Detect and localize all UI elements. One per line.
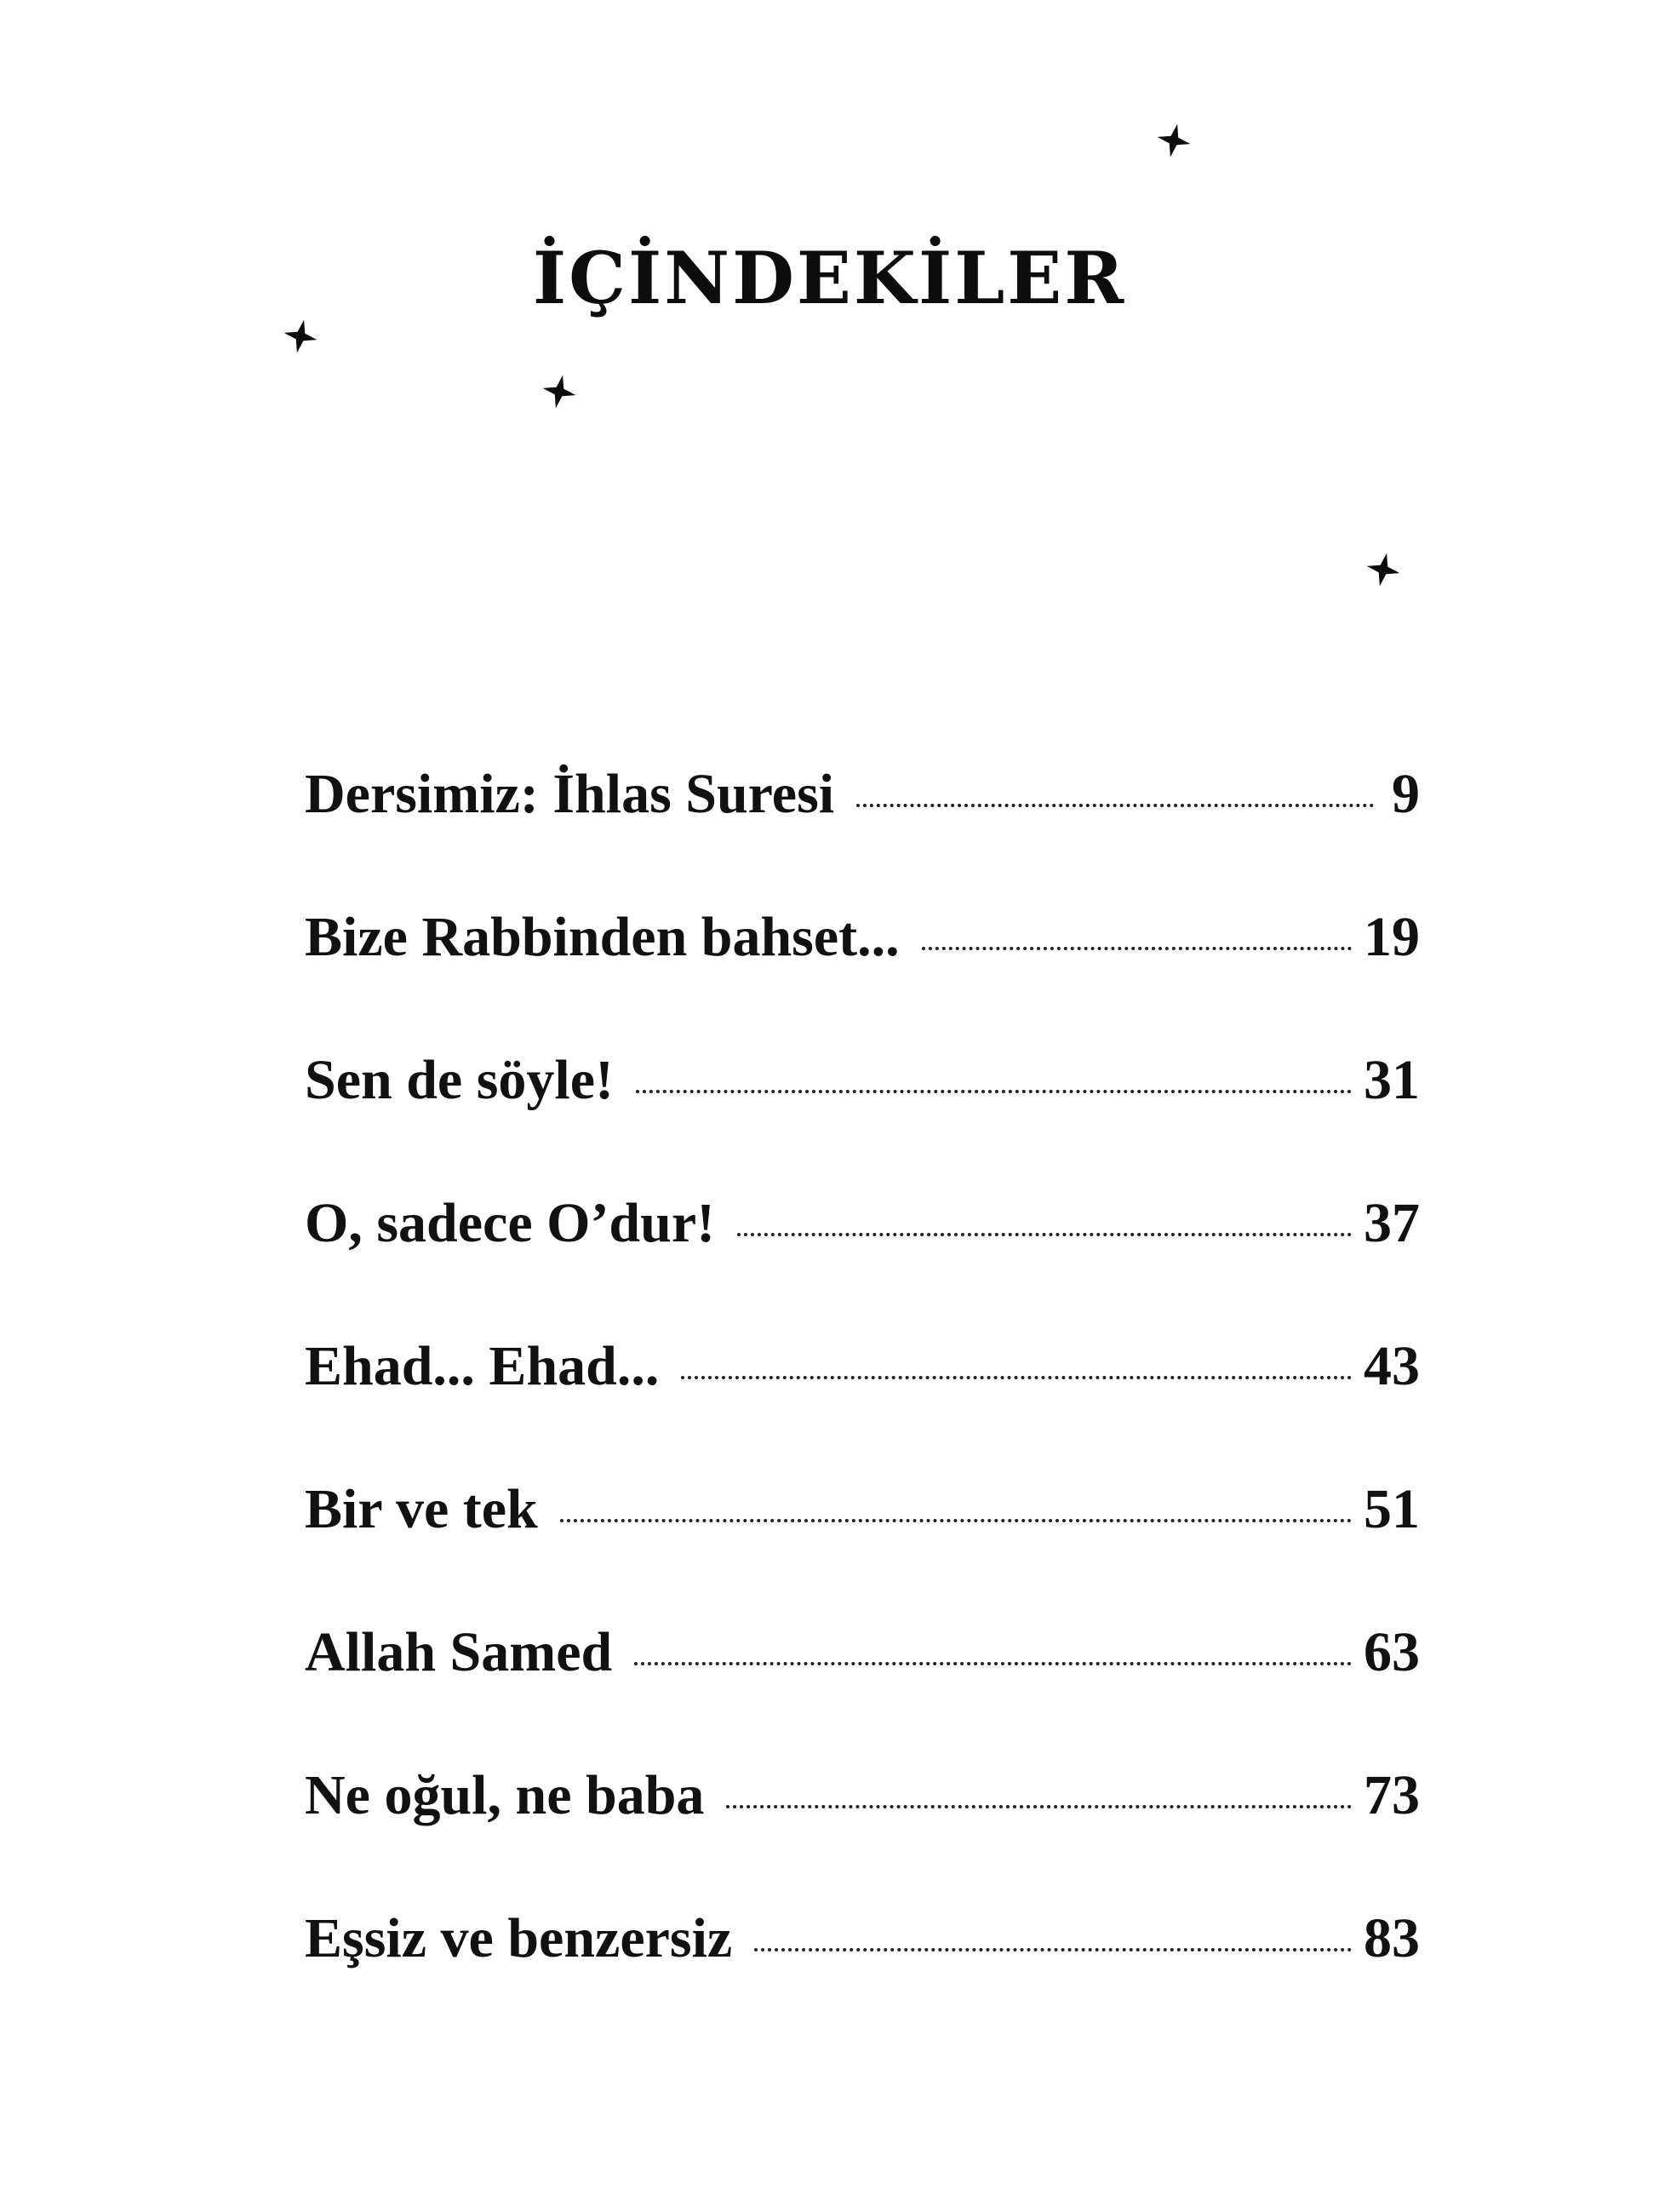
toc-dot-leader: [560, 1519, 1352, 1522]
toc-entry-title: Bize Rabbinden bahset...: [305, 906, 900, 968]
toc-entry-page: 63: [1364, 1621, 1420, 1683]
table-of-contents: [305, 763, 1420, 2054]
toc-entry[interactable]: [305, 1621, 1420, 1768]
toc-entry-title: Eşsiz ve benzersiz: [305, 1907, 733, 1969]
star-icon: [1364, 551, 1402, 588]
toc-entry[interactable]: [305, 1192, 1420, 1338]
toc-entry-title: Dersimiz: İhlas Suresi: [305, 763, 835, 825]
toc-dot-leader: [634, 1662, 1352, 1665]
toc-dot-leader: [726, 1805, 1352, 1808]
toc-entry[interactable]: [305, 1907, 1420, 2054]
toc-entry-title: O, sadece O’dur!: [305, 1192, 716, 1254]
toc-dot-leader: [754, 1948, 1352, 1951]
toc-entry-page: 19: [1364, 906, 1420, 968]
toc-dot-leader: [856, 804, 1374, 807]
toc-entry-page: 43: [1364, 1335, 1420, 1397]
star-icon: [282, 318, 319, 355]
page-title: İÇİNDEKİLER: [532, 236, 1127, 320]
toc-entry-page: 51: [1364, 1478, 1420, 1540]
toc-dot-leader: [636, 1090, 1352, 1093]
toc-entry[interactable]: [305, 1049, 1420, 1195]
toc-entry[interactable]: [305, 906, 1420, 1052]
toc-entry[interactable]: [305, 1335, 1420, 1481]
toc-entry-page: 73: [1364, 1764, 1420, 1826]
star-icon: [541, 373, 578, 410]
toc-entry-page: 9: [1392, 763, 1420, 825]
toc-entry-title: Ne oğul, ne baba: [305, 1764, 705, 1826]
toc-entry-title: Ehad... Ehad...: [305, 1335, 660, 1397]
toc-entry[interactable]: [305, 1764, 1420, 1911]
toc-entry-title: Allah Samed: [305, 1621, 613, 1683]
toc-dot-leader: [737, 1233, 1352, 1236]
toc-dot-leader: [681, 1376, 1352, 1379]
toc-entry-page: 31: [1364, 1049, 1420, 1111]
toc-entry-title: Sen de söyle!: [305, 1049, 614, 1111]
toc-entry-page: 37: [1364, 1192, 1420, 1254]
toc-entry[interactable]: [305, 763, 1420, 909]
toc-entry-page: 83: [1364, 1907, 1420, 1969]
toc-entry-title: Bir ve tek: [305, 1478, 538, 1540]
toc-entry[interactable]: [305, 1478, 1420, 1625]
toc-dot-leader: [922, 947, 1352, 950]
star-icon: [1155, 122, 1193, 159]
